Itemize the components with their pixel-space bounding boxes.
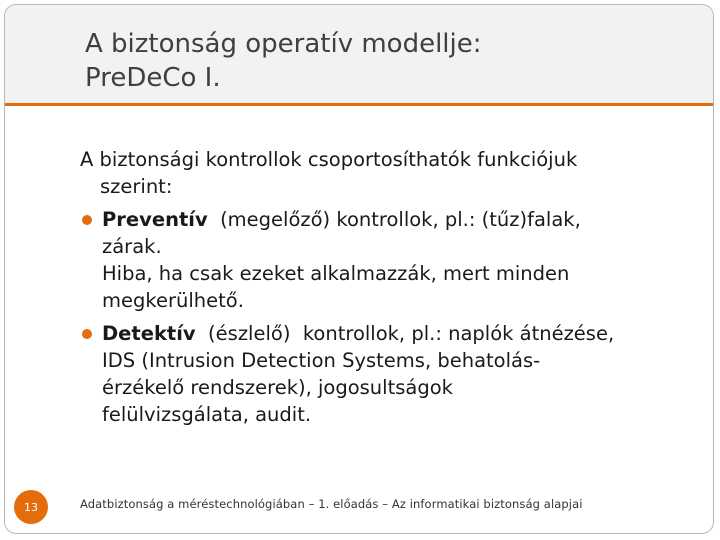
bullet-line: IDS (Intrusion Detection Systems, behatolás- — [102, 349, 541, 372]
bullet-term: Preventív — [102, 208, 208, 231]
bullet-text: (észlelő) kontrollok, pl.: naplók átnézése, — [195, 322, 615, 345]
bullet-preventive — [80, 206, 690, 314]
page-number-badge: 13 — [14, 490, 48, 524]
bullet-icon — [82, 215, 92, 225]
slide-footer: Adatbiztonság a méréstechnológiában – 1. előadás – Az informatikai biztonság alapjai — [80, 497, 583, 511]
bullet-line: megkerülhető. — [102, 289, 244, 312]
intro-line-1: A biztonsági kontrollok csoportosíthatók funkciójuk — [80, 148, 578, 171]
bullet-line — [102, 320, 690, 347]
bullet-detective — [80, 320, 690, 428]
title-line-2: PreDeCo I. — [85, 63, 221, 93]
bullet-line: érzékelő rendszerek), jogosultságok — [102, 376, 453, 399]
title-area — [5, 5, 713, 105]
bullet-line: Hiba, ha csak ezeket alkalmazzák, mert minden — [102, 262, 570, 285]
slide-title — [85, 27, 482, 95]
intro-line-2: szerint: — [100, 175, 173, 198]
bullet-line: felülvizsgálata, audit. — [102, 403, 312, 426]
bullet-line — [102, 206, 690, 233]
bullet-term: Detektív — [102, 322, 196, 345]
bullet-text: (megelőző) kontrollok, pl.: (tűz)falak, — [207, 208, 581, 231]
intro-paragraph — [80, 146, 690, 200]
title-line-1: A biztonság operatív modellje: — [85, 29, 482, 59]
slide-body — [80, 146, 690, 428]
title-divider — [5, 103, 713, 106]
bullet-icon — [82, 329, 92, 339]
bullet-line: zárak. — [102, 235, 162, 258]
